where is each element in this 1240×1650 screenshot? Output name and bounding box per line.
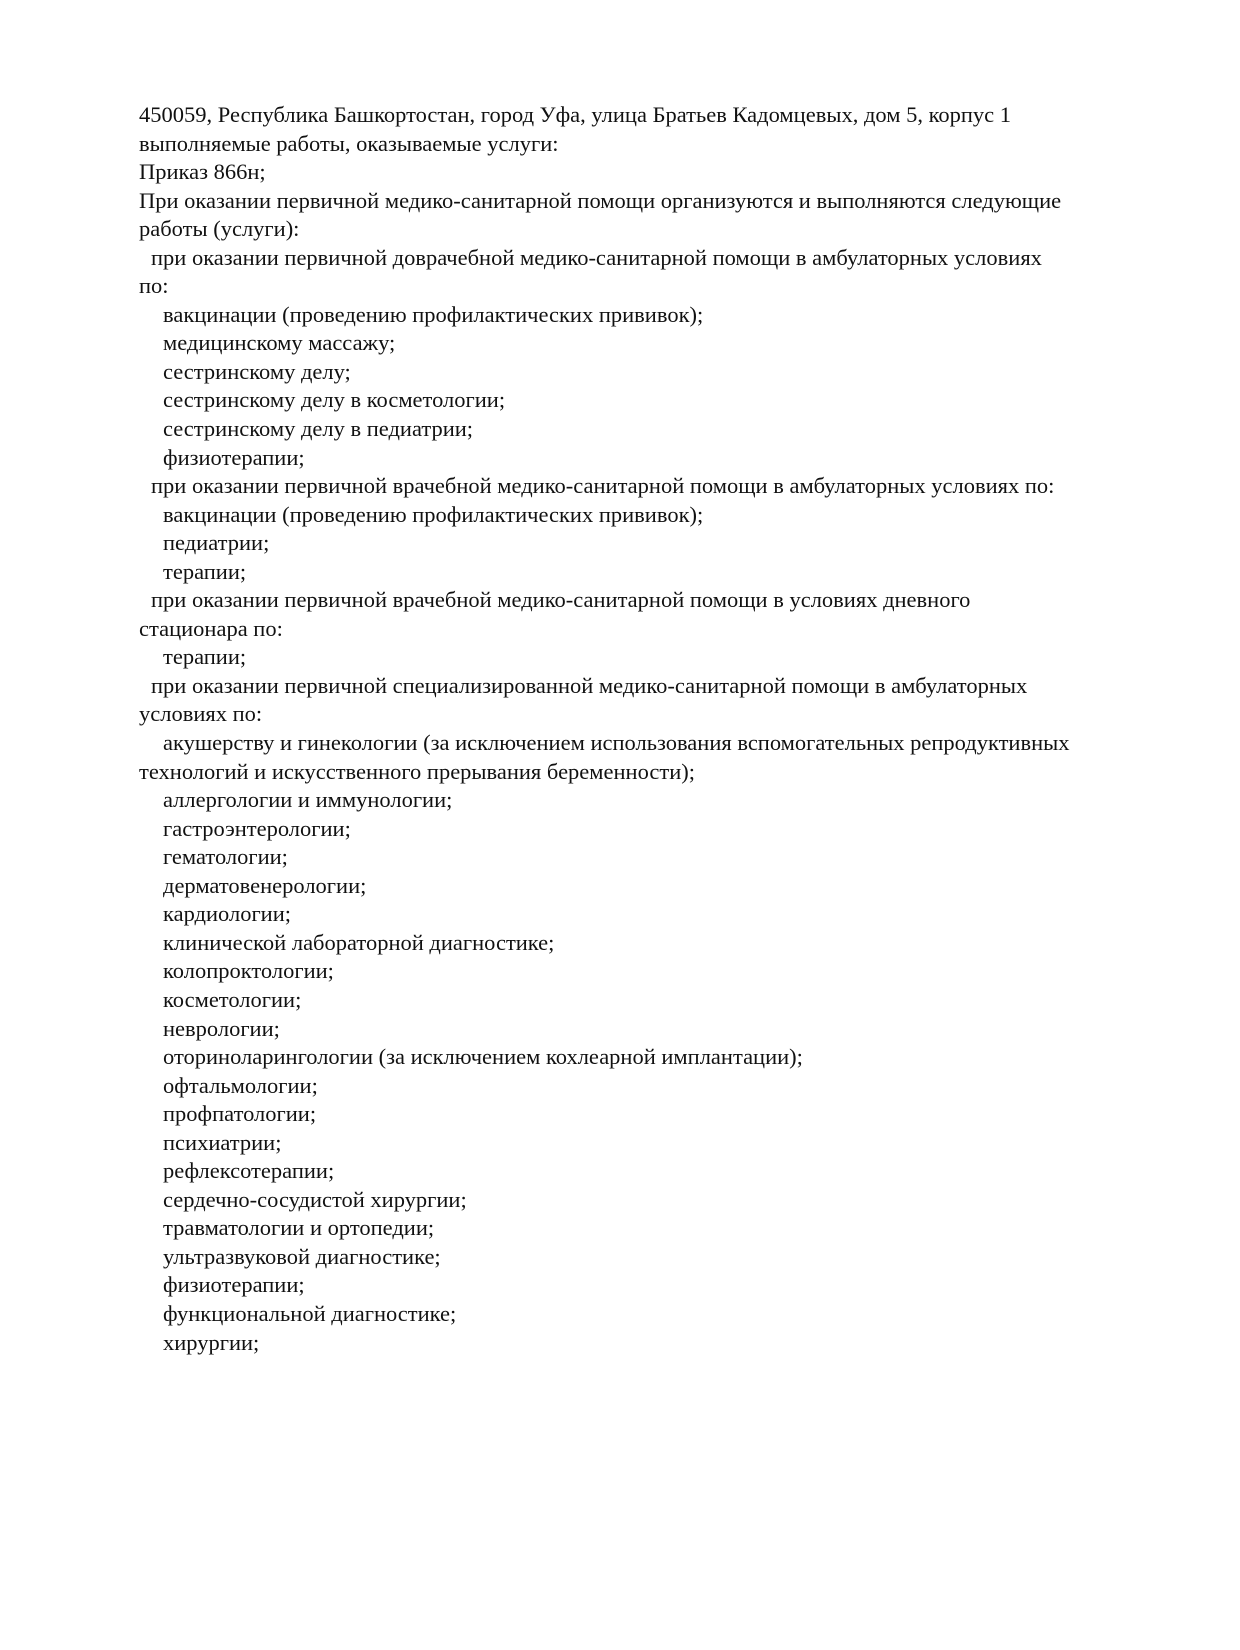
service-item: функциональной диагностике; [163, 1300, 457, 1326]
service-item: сестринскому делу в педиатрии; [163, 416, 474, 442]
service-item: медицинскому массажу; [163, 330, 396, 356]
intro-line: При оказании первичной медико-санитарной помощи организуются и выполняются следующие [139, 187, 1062, 213]
service-item: педиатрии; [163, 530, 270, 556]
document-body [139, 101, 1139, 1357]
service-item: дерматовенерологии; [163, 872, 367, 898]
service-item: вакцинации (проведению профилактических прививок); [163, 501, 704, 527]
service-item: травматологии и ортопедии; [163, 1215, 435, 1241]
works-heading: выполняемые работы, оказываемые услуги: [139, 130, 559, 156]
order-reference: Приказ 866н; [139, 159, 266, 185]
service-item: офтальмологии; [163, 1072, 318, 1098]
service-item: терапии; [163, 644, 247, 670]
section-heading: при оказании первичной врачебной медико-санитарной помощи в условиях дневного [151, 587, 971, 613]
service-item: гастроэнтерологии; [163, 815, 351, 841]
section-heading: при оказании первичной специализированной медико-санитарной помощи в амбулаторных [151, 672, 1028, 698]
service-item: хирургии; [163, 1329, 260, 1355]
service-item: акушерству и гинекологии (за исключением использования вспомогательных репродуктивных [163, 730, 1070, 756]
section-heading: при оказании первичной врачебной медико-санитарной помощи в амбулаторных условиях по: [151, 473, 1055, 499]
intro-line: работы (услуги): [139, 216, 300, 242]
service-item-continuation: технологий и искусственного прерывания беременности); [139, 758, 696, 784]
service-item: ультразвуковой диагностике; [163, 1243, 441, 1269]
service-item: физиотерапии; [163, 444, 305, 470]
service-item: клинической лабораторной диагностике; [163, 929, 555, 955]
service-item: неврологии; [163, 1015, 280, 1041]
section-heading-continuation: условиях по: [139, 701, 263, 727]
service-item: сестринскому делу в косметологии; [163, 387, 506, 413]
service-item: физиотерапии; [163, 1272, 305, 1298]
section-heading-continuation: стационара по: [139, 615, 283, 641]
service-item: сестринскому делу; [163, 358, 351, 384]
service-item: профпатологии; [163, 1101, 317, 1127]
service-item: колопроктологии; [163, 958, 334, 984]
service-item: кардиологии; [163, 901, 292, 927]
service-item: гематологии; [163, 844, 288, 870]
section-heading: при оказании первичной доврачебной медико-санитарной помощи в амбулаторных условиях [151, 244, 1042, 270]
section-heading-continuation: по: [139, 273, 169, 299]
service-item: психиатрии; [163, 1129, 282, 1155]
service-item: косметологии; [163, 986, 302, 1012]
address-line: 450059, Республика Башкортостан, город Уфа, улица Братьев Кадомцевых, дом 5, корпус 1 [139, 102, 1012, 127]
service-item: сердечно-сосудистой хирургии; [163, 1186, 467, 1212]
service-item: рефлексотерапии; [163, 1158, 335, 1184]
service-item: вакцинации (проведению профилактических прививок); [163, 301, 704, 327]
service-item: терапии; [163, 558, 247, 584]
service-item: аллергологии и иммунологии; [163, 787, 453, 813]
service-item: оториноларингологии (за исключением кохлеарной имплантации); [163, 1044, 803, 1070]
